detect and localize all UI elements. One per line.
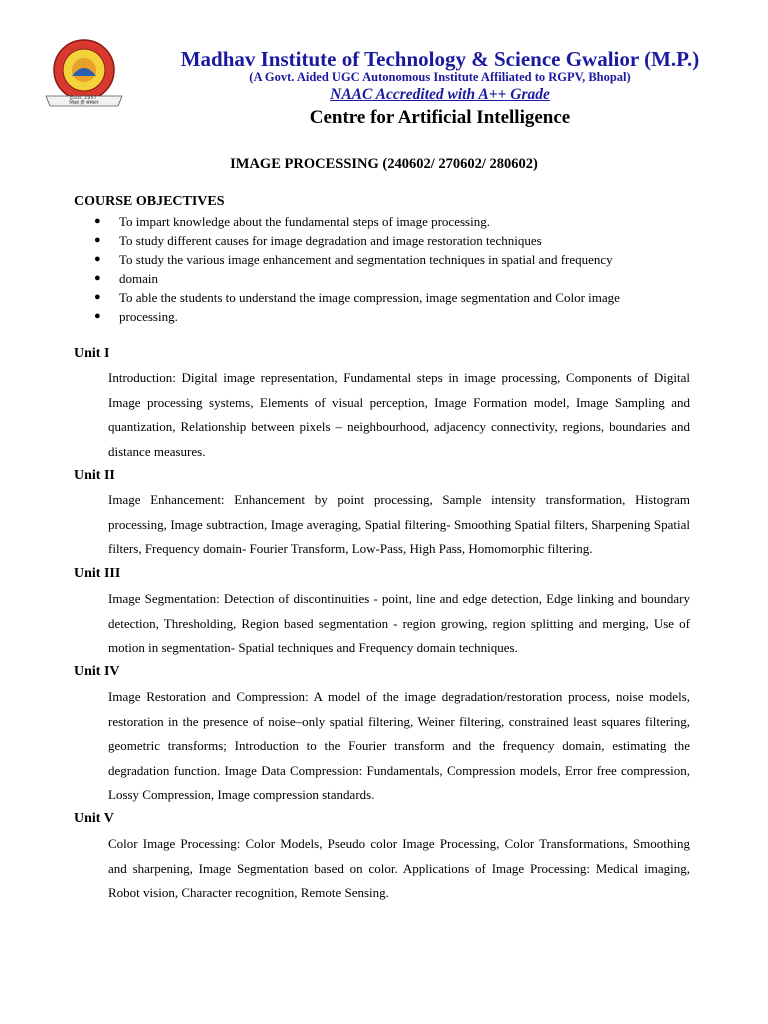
unit-2-body: Image Enhancement: Enhancement by point processing, Sample intensity transformation, Histogram processing, Image subtraction, Image averaging, Spatial filtering- Smoothing Spatial filters, Sharpening Spatial filters, Frequency domain- Fourier Transform, Low-Pass, High Pass, Homomorphic filtering. [108, 492, 690, 557]
bullet-icon: ● [94, 291, 101, 303]
objective-item: ● To study the various image enhancement and segmentation techniques in spatial and frequency [94, 252, 613, 267]
bullet-icon: ● [94, 253, 101, 265]
objective-item: ● To able the students to understand the image compression, image segmentation and Color image [94, 290, 620, 305]
unit-5-body: Color Image Processing: Color Models, Pseudo color Image Processing, Color Transformations, Smoothing and sharpening, Image Segmentation based on color. Applications of Image Processing: Medical imaging, Robot vision, Character recognition, Remote Sensing. [108, 836, 690, 901]
objective-item: ● To impart knowledge about the fundamental steps of image processing. [94, 214, 490, 229]
objective-item: ● To study different causes for image degradation and image restoration techniques [94, 233, 542, 248]
accreditation-line: NAAC Accredited with A++ Grade [330, 86, 550, 103]
centre-title: Centre for Artificial Intelligence [309, 107, 571, 128]
objective-item: ● domain [94, 271, 158, 286]
bullet-icon: ● [94, 272, 101, 284]
affiliation-line: (A Govt. Aided UGC Autonomous Institute Affiliated to RGPV, Bhopal) [249, 70, 631, 84]
unit-1-title: Unit I [74, 346, 110, 361]
unit-4-title: Unit IV [74, 664, 120, 679]
objective-item: ● processing. [94, 309, 178, 324]
institute-name: Madhav Institute of Technology & Science Gwalior (M.P.) [180, 47, 700, 71]
unit-5-title: Unit V [74, 811, 114, 826]
unit-2-title: Unit II [74, 468, 115, 483]
unit-3-title: Unit III [74, 566, 121, 581]
bullet-icon: ● [94, 215, 101, 227]
unit-1-body: Introduction: Digital image representation, Fundamental steps in image processing, Components of Digital Image processing systems, Elements of visual perception, Image Formation model, Image Sampling and quantization, Relationship between pixels – neighbourhood, adjacency connectivity, regions, boundaries and distance measures. [108, 370, 690, 459]
course-title: IMAGE PROCESSING (240602/ 270602/ 280602) [230, 156, 538, 172]
logo-motto: शिक्षा ही संस्कार [69, 100, 99, 106]
bullet-icon: ● [94, 310, 101, 322]
unit-4-body: Image Restoration and Compression: A model of the image degradation/restoration process, noise models, restoration in the presence of noise–only spatial filtering, Weiner filtering, constrained least squares filtering, geometric transforms; Introduction to the Fourier transform and the frequency domain, estimating the degradation function. Image Data Compression: Fundamentals, Compression models, Error free compression, Lossy Compression, Image compression standards. [108, 689, 690, 803]
logo-estd: Estd. 1957 [70, 95, 97, 101]
objectives-list [94, 212, 620, 326]
unit-3-body: Image Segmentation: Detection of discontinuities - point, line and edge detection, Edge linking and boundary detection, Thresholding, Region based segmentation - region growing, region splitting and merging, Use of motion in segmentation- Spatial techniques and Frequency domain techniques. [108, 591, 690, 656]
bullet-icon: ● [94, 234, 101, 246]
objectives-heading: COURSE OBJECTIVES [74, 194, 225, 209]
